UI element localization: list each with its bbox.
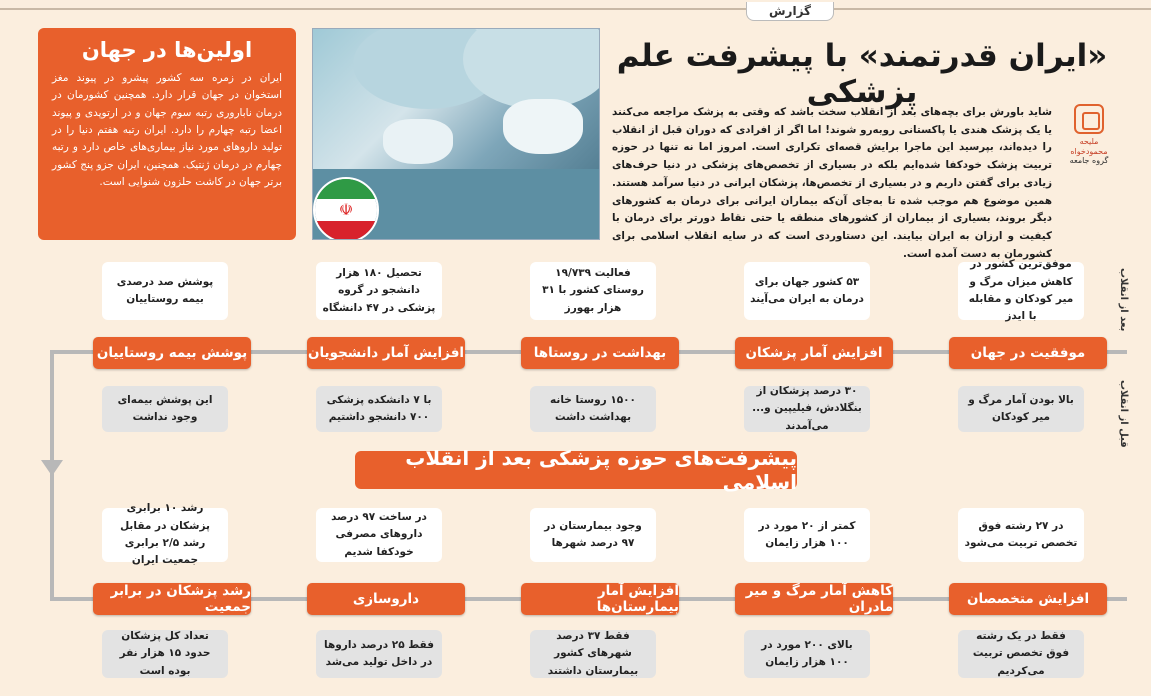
top-5-title: پوشش بیمه روستاییان — [93, 337, 251, 369]
bottom-3-before: فقط ۳۷ درصد شهرهای کشور بیمارستان داشتند — [530, 630, 656, 678]
label-after-revolution: بعد از انقلاب — [1118, 268, 1129, 332]
bottom-5-title: رشد پزشکان در برابر جمعیت — [93, 583, 251, 615]
center-banner: پیشرفت‌های حوزه پزشکی بعد از انقلاب اسلامی — [355, 451, 797, 489]
top-1-after: موفق‌ترین کشور در کاهش میزان مرگ و میر کودکان و مقابله با ایدز — [958, 262, 1084, 320]
top-4-before: با ۷ دانشکده پزشکی ۷۰۰ دانشجو داشتیم — [316, 386, 442, 432]
top-2-before: ۳۰ درصد پزشکان از بنگلادش، فیلیپین و... می‌آمدند — [744, 386, 870, 432]
top-3-title: بهداشت در روستاها — [521, 337, 679, 369]
author-role: گروه جامعه — [1069, 156, 1109, 166]
bottom-5-after: رشد ۱۰ برابری پزشکان در مقابل رشد ۲/۵ برابری جمعیت ایران — [102, 508, 228, 562]
top-2-after: ۵۳ کشور جهان برای درمان به ایران می‌آیند — [744, 262, 870, 320]
arrow-down-icon — [41, 460, 63, 476]
top-3-after: فعالیت ۱۹/۷۳۹ روستای کشور با ۳۱ هزار بهورز — [530, 262, 656, 320]
bottom-1-title: افزایش متخصصان — [949, 583, 1107, 615]
author-name: ملیحه محمودخواه — [1070, 137, 1108, 156]
top-rule — [0, 8, 1151, 10]
section-tab — [720, 0, 860, 22]
top-3-before: ۱۵۰۰ روستا خانه بهداشت داشت — [530, 386, 656, 432]
bottom-4-before: فقط ۲۵ درصد داروها در داخل تولید می‌شد — [316, 630, 442, 678]
bottom-1-before: فقط در یک رشته فوق تخصص تربیت می‌کردیم — [958, 630, 1084, 678]
section-tab-label: گزارش — [746, 2, 834, 21]
headline: «ایران قدرتمند» با پیشرفت علم پزشکی — [616, 38, 1108, 110]
iran-flag-icon: ☫ — [313, 177, 379, 240]
top-4-title: افزایش آمار دانشجویان — [307, 337, 465, 369]
top-4-after: تحصیل ۱۸۰ هزار دانشجو در گروه پزشکی در ۴۷ دانشگاه — [316, 262, 442, 320]
firsts-title: اولین‌ها در جهان — [81, 38, 253, 62]
intro-text: شاید باورش برای بچه‌های بعد از انقلاب سخت باشد که وقتی به پزشک مراجعه می‌کنند یا یک پزشک هندی یا پاکستانی روبه‌رو شوند! اما اگر از افرادی که دوران قبل از انقلاب را دیده‌اند، بپرسید این ماجرا برایش قصه‌ای تکراری است. امروز اما نه تنها در حوزه تربیت پزشک خودکفا شده‌ایم بلکه در بسیاری از تخصص‌های پزشکی در دنیا حرف‌های زیادی برای گفتن داریم و در بسیاری از تخصص‌ها، پزشکان ایرانی در دنیا سرآمد هستند. همین موضوع هم موجب شده تا به‌جای آن‌که بیماران ایرانی برای درمان به کشورهای دیگر بروند، بسیاری از بیماران از کشورهای منطقه یا حتی نقاط دورتر برای درمان با کیفیت و ارزان به ایران بیایند. این دستاوردی است که در سایه انقلاب اسلامی برای کشورمان به دست آمده است. — [612, 106, 1052, 260]
bottom-4-title: داروسازی — [307, 583, 465, 615]
top-2-title: افزایش آمار پزشکان — [735, 337, 893, 369]
author-badge — [1060, 104, 1118, 166]
firsts-box — [38, 28, 296, 240]
bottom-1-after: در ۲۷ رشته فوق تخصص تربیت می‌شود — [958, 508, 1084, 562]
bottom-3-after: وجود بیمارستان در ۹۷ درصد شهرها — [530, 508, 656, 562]
top-1-title: موفقیت در جهان — [949, 337, 1107, 369]
bottom-2-title: کاهش آمار مرگ و میر مادران — [735, 583, 893, 615]
bottom-4-after: در ساخت ۹۷ درصد داروهای مصرفی خودکفا شدیم — [316, 508, 442, 562]
bottom-2-before: بالای ۲۰۰ مورد در ۱۰۰ هزار زایمان — [744, 630, 870, 678]
bottom-5-before: تعداد کل پزشکان حدود ۱۵ هزار نفر بوده است — [102, 630, 228, 678]
top-1-before: بالا بودن آمار مرگ و میر کودکان — [958, 386, 1084, 432]
author-logo-icon — [1074, 104, 1104, 134]
firsts-body: ایران در زمره سه کشور پیشرو در پیوند مغز استخوان در جهان قرار دارد. همچنین کشورمان در درمان ناباروری رتبه سوم جهان و در ارتوپدی و پیوند اعضا رتبه چهارم را دارد. ایران رتبه هفتم دنیا را در تولید داروهای مورد نیاز بیماری‌های خاص دارد و رتبه چهارم در درمان ژنتیک. همچنین، ایران جزو پنج کشور برتر جهان در کاشت حلزون شنوایی است. — [52, 72, 282, 188]
bottom-2-after: کمتر از ۲۰ مورد در ۱۰۰ هزار زایمان — [744, 508, 870, 562]
top-5-after: پوشش صد درصدی بیمه روستاییان — [102, 262, 228, 320]
bottom-3-title: افزایش آمار بیمارستان‌ها — [521, 583, 679, 615]
label-before-revolution: قبل از انقلاب — [1118, 380, 1129, 448]
surgeons-photo — [312, 28, 600, 240]
top-5-before: این پوشش بیمه‌ای وجود نداشت — [102, 386, 228, 432]
